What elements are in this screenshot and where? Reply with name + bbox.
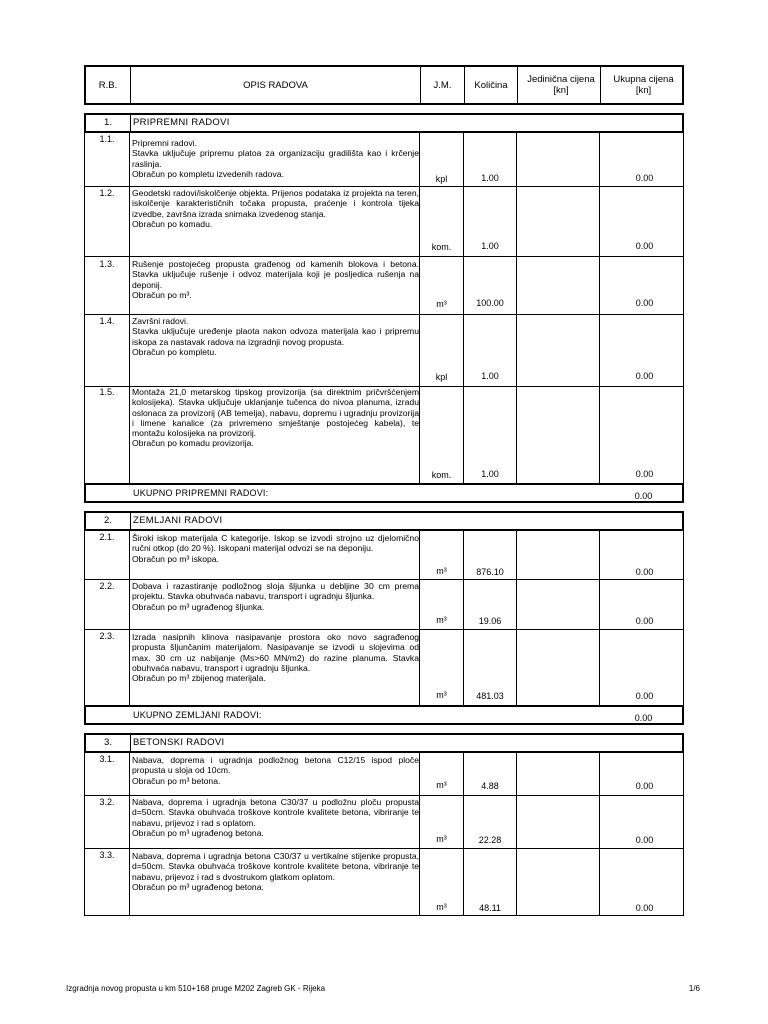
item-description: [132, 259, 419, 300]
col-line: [129, 752, 130, 915]
item-total: 0.00: [635, 298, 654, 308]
desc-line: Obračun po m³ betona.: [132, 775, 221, 786]
section-total: [84, 705, 684, 725]
total-value: 0.00: [634, 491, 653, 501]
desc-line: Široki iskop materijala C kategorije. Iskop se izvodi strojno uz djelomično ručni otkop (do 20 %). Iskopani materijal odvozi se na deponiju.: [132, 533, 419, 554]
item-unit: m³: [436, 780, 447, 790]
item-number: 1.4.: [99, 316, 115, 326]
item-quantity: 1.00: [481, 241, 499, 251]
item-quantity: 1.00: [481, 469, 499, 479]
col-line: [516, 752, 517, 915]
item-number: 1.1.: [99, 134, 115, 144]
desc-line: Obračun po m³ iskopa.: [132, 553, 219, 564]
item-total: 0.00: [635, 781, 654, 791]
header-jedinicna: Jedinična cijena [kn]: [527, 74, 595, 96]
item-unit: kom.: [431, 242, 452, 252]
col-line: [129, 530, 130, 706]
item-number: 1.3.: [99, 259, 115, 269]
item-unit: kpl: [435, 174, 448, 184]
header-jm: J.M.: [433, 79, 452, 91]
divider: [130, 115, 131, 131]
item-number: 1.5.: [99, 387, 115, 397]
item-total: 0.00: [635, 371, 654, 381]
item-description: [132, 632, 419, 683]
total-label: UKUPNO ZEMLJANI RADOVI:: [133, 710, 262, 720]
section-number: 1.: [104, 117, 112, 128]
item-total: 0.00: [635, 567, 654, 577]
item-unit: kpl: [435, 372, 448, 382]
desc-line: Stavka uključuje uređenje plaota nakon odvoza materijala kao i pripremu iskopa za nastavak radova na izgradnji novog propusta.: [132, 326, 419, 347]
col-line: [516, 132, 517, 484]
header-rb: R.B.: [98, 79, 118, 91]
row-line: [85, 314, 683, 315]
divider: [130, 735, 131, 751]
item-number: 2.3.: [99, 631, 115, 641]
desc-line: Obračun po m³ zbijenog materijala.: [132, 673, 266, 684]
section-header: [84, 511, 684, 531]
item-unit: m³: [436, 566, 447, 576]
item-quantity: 100.00: [476, 298, 504, 308]
desc-line: Dobava i razastiranje podložnog sloja šljunka u debljine 30 cm prema projektu. Stavka obuhvaća nabavu, transport i ugradnju šljunka.: [132, 581, 419, 602]
section-header: [84, 733, 684, 753]
item-unit: m³: [436, 902, 447, 912]
item-quantity: 22.28: [478, 835, 502, 845]
item-quantity: 481.03: [476, 691, 504, 701]
item-description: [132, 387, 419, 449]
col-line: [599, 530, 600, 706]
col-line: [516, 530, 517, 706]
section-title: PRIPREMNI RADOVI: [133, 117, 230, 128]
item-number: 1.2.: [99, 188, 115, 198]
item-total: 0.00: [635, 469, 654, 479]
header-ukupna: Ukupna cijena [kn]: [613, 74, 674, 96]
table-header: [84, 65, 684, 105]
item-number: 2.1.: [99, 532, 115, 542]
item-total: 0.00: [635, 903, 654, 913]
item-number: 2.2.: [99, 581, 115, 591]
desc-line: Pripremni radovi.: [132, 138, 197, 148]
col-line: [463, 752, 464, 915]
section-body: [84, 530, 684, 706]
item-number: 3.1.: [99, 754, 115, 764]
item-total: 0.00: [635, 616, 654, 626]
desc-line: Obračun po kompletu izvedenih radova.: [132, 168, 284, 179]
item-unit: m³: [436, 690, 447, 700]
item-unit: m³: [436, 299, 447, 309]
desc-line: Obračun po komadu provizorija.: [132, 438, 254, 449]
desc-line: Obračun po m³ ugrađenog betona.: [132, 881, 264, 892]
col-line: [599, 752, 600, 915]
row-line: [85, 848, 683, 849]
item-number: 3.3.: [99, 850, 115, 860]
item-description: [132, 188, 419, 229]
section-number: 3.: [104, 737, 112, 748]
header-opis: OPIS RADOVA: [243, 79, 308, 91]
divider: [517, 67, 518, 103]
desc-line: Nabava, doprema i ugradnja betona C30/37 u podložnu ploču propusta d=50cm. Stavka obuhvaća troškove kontrole kvalitete betona, vibriranje te nabavu, prijevoz i rad s oplatom.: [132, 797, 419, 828]
divider: [130, 513, 131, 529]
item-description: [132, 138, 419, 179]
col-line: [129, 132, 130, 484]
footer-title: Izgradnja novog propusta u km 510+168 pruge M202 Zagreb GK - Rijeka: [66, 984, 326, 993]
total-label: UKUPNO PRIPREMNI RADOVI:: [133, 488, 269, 498]
desc-line: Završni radovi.: [132, 316, 189, 326]
item-total: 0.00: [635, 835, 654, 845]
desc-line: Obračun po m³.: [132, 289, 192, 300]
section-header: [84, 113, 684, 133]
item-quantity: 19.06: [478, 616, 502, 626]
item-number: 3.2.: [99, 797, 115, 807]
section-body: [84, 752, 684, 916]
divider: [600, 67, 601, 103]
desc-line: Obračun po m³ ugrađenog betona.: [132, 827, 264, 838]
desc-line: Rušenje postojećeg propusta građenog od kamenih blokova i betona. Stavka uključuje rušenje i odvoz materijala koji je posljedica rušenja na deponij.: [132, 259, 419, 290]
desc-line: Geodetski radovi/iskolčenje objekta. Prijenos podataka iz projekta na teren, iskolčenje karakterističnih točaka propusta, praćenje i kontrola tijeka izvedbe, završna izrada snimaka izvedenog stanja.: [132, 188, 419, 219]
desc-line: Obračun po kompletu.: [132, 346, 217, 357]
item-description: [132, 755, 419, 786]
desc-line: Obračun po m³ ugrađenog šljunka.: [132, 601, 265, 612]
item-total: 0.00: [635, 691, 654, 701]
item-total: 0.00: [635, 173, 654, 183]
item-quantity: 876.10: [476, 567, 504, 577]
row-line: [85, 629, 683, 630]
row-line: [85, 579, 683, 580]
header-kolicina: Količina: [474, 79, 508, 91]
desc-line: Izrada nasipnih klinova nasipavanje prostora oko novo sagrađenog propusta šljunčanim materijalom. Nasipavanje se izvodi u slojevima od max. 30 cm uz nabijanje (Ms>60 MN/m2) do razine planuma. Stavka obuhvaća nabavu, transport i ugradnju šljunka.: [132, 632, 419, 673]
section-title: BETONSKI RADOVI: [133, 737, 225, 748]
row-line: [85, 186, 683, 187]
page-number: 1/6: [688, 984, 700, 993]
desc-line: Montaža 21,0 metarskog tipskog provizorija (sa direktnim pričvršćenjem kolosijeka). Stavka uključuje uklanjanje tučenca do nivoa planuma, izradu oslonaca za provizorij (AB temelja), nabavu, dopremu i ugradnju provizorija i limene kanalice (za privremeno smještanje postojećeg kabela), te montažu kolosijeka na provizorij.: [132, 387, 419, 439]
desc-line: Stavka uključuje pripremu platoa za organizaciju gradilišta kao i krčenje raslinja.: [132, 148, 419, 169]
col-line: [463, 132, 464, 484]
section-title: ZEMLJANI RADOVI: [133, 515, 223, 526]
item-description: [132, 316, 419, 357]
item-quantity: 4.88: [481, 781, 499, 791]
desc-line: Obračun po komadu.: [132, 218, 213, 229]
item-quantity: 1.00: [481, 173, 499, 183]
row-line: [85, 795, 683, 796]
desc-line: Nabava, doprema i ugradnja betona C30/37 u vertikalne stijenke propusta, d=50cm. Stavka obuhvaća troškove kontrole kvalitete betona, vibriranje te nabavu, prijevoz i rad s dvostrukom glatkom oplatom.: [132, 851, 419, 882]
col-line: [599, 132, 600, 484]
item-total: 0.00: [635, 241, 654, 251]
item-unit: m³: [436, 615, 447, 625]
item-quantity: 1.00: [481, 371, 499, 381]
total-value: 0.00: [634, 713, 653, 723]
item-quantity: 48.11: [479, 903, 501, 913]
item-description: [132, 533, 419, 564]
item-unit: m³: [436, 834, 447, 844]
item-description: [132, 581, 419, 612]
row-line: [85, 256, 683, 257]
section-total: [84, 483, 684, 503]
item-description: [132, 851, 419, 892]
section-body: [84, 132, 684, 484]
section-number: 2.: [104, 515, 112, 526]
item-description: [132, 797, 419, 838]
item-unit: kom.: [431, 470, 452, 480]
desc-line: Nabava, doprema i ugradnja podložnog betona C12/15 ispod ploče propusta u sloja od 10cm.: [132, 755, 419, 776]
